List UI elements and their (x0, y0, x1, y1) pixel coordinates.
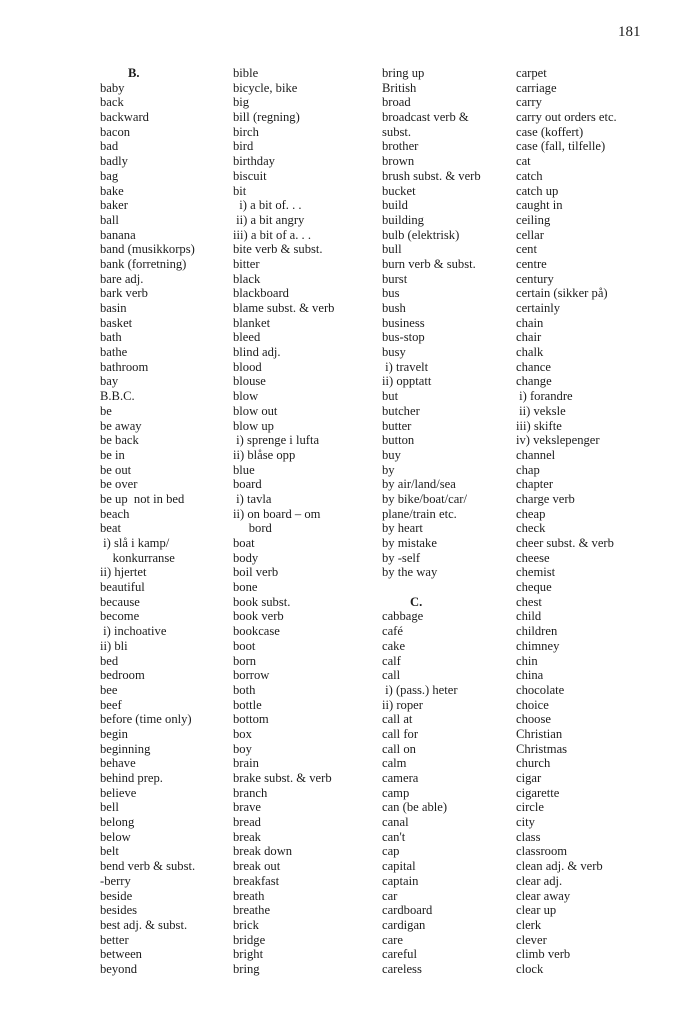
word-entry: i) sprenge i lufta (233, 433, 320, 448)
word-entry: brick (233, 917, 259, 932)
word-entry: i) tavla (233, 491, 272, 506)
word-entry: bathroom (100, 359, 149, 374)
word-entry: breath (233, 888, 265, 903)
word-entry: clean adj. & verb (516, 859, 603, 874)
word-entry: blame subst. & verb (233, 301, 335, 315)
word-entry: by (382, 462, 395, 477)
word-entry: boil verb (233, 565, 279, 580)
word-entry: bottom (233, 712, 269, 727)
word-entry: blow out (233, 403, 278, 418)
word-entry: bay (100, 374, 119, 389)
word-column-2 (233, 66, 334, 977)
word-entry: by the way (382, 565, 438, 580)
word-entry: church (516, 756, 551, 771)
word-entry: i) (pass.) heter (382, 682, 458, 697)
word-entry: by mistake (382, 536, 437, 550)
word-entry: ii) a bit angry (233, 212, 305, 227)
word-entry: bulb (elektrisk) (382, 227, 460, 242)
word-entry: carpet (516, 66, 547, 80)
word-entry: cap (382, 844, 400, 859)
word-entry: back (100, 95, 124, 110)
word-entry: buy (382, 447, 401, 462)
word-entry: building (382, 212, 424, 227)
word-entry: by air/land/sea (382, 477, 456, 492)
word-entry: beyond (100, 961, 138, 976)
word-entry: body (233, 550, 259, 565)
word-entry: bone (233, 580, 258, 595)
word-entry: café (382, 624, 403, 639)
word-entry: be back (100, 433, 139, 448)
word-entry: clock (516, 961, 544, 976)
word-entry: break (233, 829, 261, 844)
word-entry: i) a bit of. . . (233, 198, 302, 213)
word-entry: both (233, 682, 256, 697)
word-entry: beat (100, 521, 121, 536)
word-entry: case (koffert) (516, 124, 584, 139)
word-entry: captain (382, 873, 419, 888)
word-entry: capital (382, 859, 416, 874)
word-entry: call for (382, 726, 419, 741)
word-entry: boot (233, 638, 256, 653)
word-column-3 (382, 66, 481, 977)
word-entry: butter (382, 418, 412, 433)
word-entry: carry (516, 95, 542, 110)
word-entry: badly (100, 154, 128, 169)
word-entry: cardigan (382, 917, 426, 932)
word-entry: century (516, 271, 554, 286)
word-entry: bus (382, 286, 400, 301)
word-entry: cent (516, 242, 537, 257)
word-entry: basket (100, 315, 133, 330)
word-entry: British (382, 80, 417, 95)
word-entry: below (100, 829, 131, 844)
word-entry: be over (100, 477, 138, 492)
word-entry: birthday (233, 154, 275, 169)
word-entry: iii) a bit of a. . . (233, 227, 311, 242)
word-entry: chair (516, 330, 542, 345)
word-entry: between (100, 947, 142, 962)
word-entry: case (fall, tilfelle) (516, 139, 606, 154)
word-entry: boy (233, 741, 252, 756)
blank-line (382, 580, 481, 595)
word-entry: because (100, 594, 140, 609)
section-heading: B. (128, 66, 140, 80)
word-entry: bark verb (100, 286, 148, 301)
word-entry: cake (382, 638, 406, 653)
word-entry: chimney (516, 638, 560, 653)
word-entry: iii) skifte (516, 418, 562, 433)
word-entry: become (100, 609, 140, 624)
word-entry: book verb (233, 609, 284, 624)
word-entry: call (382, 668, 401, 683)
word-entry: chap (516, 462, 540, 477)
word-entry: bridge (233, 932, 266, 947)
word-entry: behave (100, 756, 136, 771)
word-entry: bush (382, 301, 406, 315)
word-entry: ceiling (516, 212, 551, 227)
word-entry: ball (100, 212, 119, 227)
word-entry: child (516, 609, 542, 624)
word-entry: break out (233, 859, 281, 874)
word-entry: bird (233, 139, 254, 154)
word-entry: plane/train etc. (382, 506, 457, 521)
word-entry: box (233, 726, 252, 741)
word-entry: be out (100, 462, 132, 477)
word-entry: begin (100, 726, 128, 741)
word-entry: clever (516, 932, 547, 947)
word-entry: blow up (233, 418, 274, 433)
word-entry: chemist (516, 565, 556, 580)
word-entry: brave (233, 800, 261, 815)
word-entry: cardboard (382, 903, 433, 918)
word-entry: bathe (100, 345, 128, 360)
word-entry: bring (233, 961, 260, 976)
word-entry: canal (382, 815, 409, 830)
word-entry: belt (100, 844, 119, 859)
word-entry: bee (100, 682, 118, 697)
word-entry: catch (516, 168, 543, 183)
word-entry: bitter (233, 256, 260, 271)
word-entry: cheap (516, 506, 546, 521)
word-entry: camera (382, 771, 419, 785)
word-entry: button (382, 433, 415, 448)
word-entry: cheer subst. & verb (516, 536, 614, 550)
word-entry: bag (100, 168, 119, 183)
word-entry: ii) opptatt (382, 374, 432, 389)
word-entry: bull (382, 242, 402, 257)
word-entry: bus-stop (382, 330, 425, 345)
word-entry: before (time only) (100, 712, 192, 727)
word-entry: children (516, 624, 558, 639)
word-entry: born (233, 653, 257, 668)
word-entry: best adj. & subst. (100, 917, 188, 932)
word-entry: china (516, 668, 544, 683)
word-entry: but (382, 389, 399, 404)
word-entry: call on (382, 741, 416, 756)
word-entry: city (516, 815, 535, 830)
word-entry: change (516, 374, 552, 389)
word-entry: blanket (233, 315, 271, 330)
word-entry: camp (382, 785, 410, 800)
word-entry: brain (233, 756, 259, 771)
word-entry: chest (516, 594, 542, 609)
word-entry: ii) roper (382, 697, 423, 712)
word-entry: bake (100, 183, 124, 198)
section-heading: C. (410, 594, 423, 609)
word-entry: cheese (516, 550, 550, 565)
word-entry: can (be able) (382, 800, 448, 815)
word-entry: backward (100, 110, 149, 125)
word-entry: burst (382, 271, 408, 286)
word-entry: cellar (516, 227, 544, 242)
word-entry: be in (100, 447, 125, 462)
word-entry: chance (516, 359, 551, 374)
word-entry: blackboard (233, 286, 289, 301)
word-entry: bottle (233, 697, 262, 712)
word-entry: cigarette (516, 785, 560, 800)
word-entry: baker (100, 198, 128, 213)
word-entry: B.B.C. (100, 389, 135, 404)
word-entry: calm (382, 756, 407, 771)
word-entry: charge verb (516, 491, 575, 506)
word-entry: brown (382, 154, 415, 169)
word-entry: cabbage (382, 609, 424, 624)
word-entry: iv) vekslepenger (516, 433, 600, 448)
word-entry: chain (516, 315, 544, 330)
word-entry: bedroom (100, 668, 145, 683)
word-entry: believe (100, 785, 137, 800)
word-entry: be away (100, 418, 142, 433)
word-entry: ii) bli (100, 638, 128, 653)
word-entry: bite verb & subst. (233, 242, 323, 257)
word-entry: board (233, 477, 262, 492)
word-entry: beef (100, 697, 122, 712)
word-entry: Christmas (516, 741, 568, 756)
word-entry: blind adj. (233, 345, 281, 360)
word-entry: bleed (233, 330, 261, 345)
word-entry: butcher (382, 403, 420, 418)
word-entry: chapter (516, 477, 554, 492)
word-entry: belong (100, 815, 135, 830)
word-entry: beach (100, 506, 130, 521)
word-entry: borrow (233, 668, 270, 683)
word-entry: certain (sikker på) (516, 286, 608, 301)
word-entry: ii) blåse opp (233, 447, 296, 462)
word-entry: i) forandre (516, 389, 573, 404)
word-entry: better (100, 932, 129, 947)
word-column-4 (516, 66, 617, 977)
word-entry: clear adj. (516, 873, 563, 888)
word-entry: i) inchoative (100, 624, 167, 639)
word-entry: ii) hjertet (100, 565, 147, 580)
word-entry: blouse (233, 374, 266, 389)
word-entry: clear up (516, 903, 557, 918)
word-entry: book subst. (233, 594, 291, 609)
word-entry: bacon (100, 124, 131, 139)
word-entry: bord (233, 521, 272, 536)
word-entry: caught in (516, 198, 563, 213)
page-number: 181 (618, 24, 641, 40)
word-column-1 (100, 66, 195, 977)
word-entry: Christian (516, 726, 563, 741)
word-entry: beginning (100, 741, 151, 756)
word-entry: choose (516, 712, 551, 727)
word-entry: boat (233, 536, 255, 550)
word-entry: cat (516, 154, 531, 169)
word-entry: busy (382, 345, 406, 360)
word-entry: bicycle, bike (233, 80, 298, 95)
word-entry: bright (233, 947, 264, 962)
word-entry: band (musikkorps) (100, 242, 195, 257)
word-entry: check (516, 521, 546, 536)
word-entry: birch (233, 124, 259, 139)
word-entry: clear away (516, 888, 571, 903)
word-entry: breathe (233, 903, 271, 918)
word-entry: car (382, 888, 398, 903)
word-entry: branch (233, 785, 268, 800)
word-entry: class (516, 829, 541, 844)
word-entry: careful (382, 947, 417, 962)
word-entry: carriage (516, 80, 557, 95)
word-entry: black (233, 271, 261, 286)
word-entry: catch up (516, 183, 559, 198)
word-entry: blow (233, 389, 259, 404)
word-entry: classroom (516, 844, 568, 859)
word-entry: build (382, 198, 408, 213)
word-entry: brush subst. & verb (382, 168, 481, 183)
word-entry: burn verb & subst. (382, 256, 476, 271)
word-entry: blood (233, 359, 262, 374)
word-entry: circle (516, 800, 544, 815)
word-entry: call at (382, 712, 413, 727)
word-entry: certainly (516, 301, 561, 315)
word-entry: biscuit (233, 168, 267, 183)
word-entry: bring up (382, 66, 425, 80)
word-entry: care (382, 932, 403, 947)
word-entry: bank (forretning) (100, 256, 187, 271)
word-entry: climb verb (516, 947, 571, 962)
word-entry: ii) veksle (516, 403, 566, 418)
word-entry: brake subst. & verb (233, 771, 332, 785)
word-entry: ii) on board – om (233, 506, 321, 521)
word-entry: breakfast (233, 873, 280, 888)
word-entry: konkurranse (100, 550, 175, 565)
word-entry: by heart (382, 521, 423, 536)
word-entry: bare adj. (100, 271, 144, 286)
word-entry: by -self (382, 550, 421, 565)
word-entry: bill (regning) (233, 110, 300, 125)
word-entry: break down (233, 844, 293, 859)
word-entry: channel (516, 447, 556, 462)
word-entry: chin (516, 653, 538, 668)
word-entry: calf (382, 653, 401, 668)
word-entry: careless (382, 961, 422, 976)
word-entry: bit (233, 183, 247, 198)
word-entry: bath (100, 330, 122, 345)
word-entry: be up not in bed (100, 491, 185, 506)
word-entry: be (100, 403, 112, 418)
word-entry: banana (100, 227, 136, 242)
word-entry: broad (382, 95, 411, 110)
word-entry: bell (100, 800, 119, 815)
word-entry: bookcase (233, 624, 280, 639)
word-entry: besides (100, 903, 138, 918)
word-entry: baby (100, 80, 125, 95)
word-entry: bed (100, 653, 119, 668)
word-entry: chalk (516, 345, 544, 360)
word-entry: chocolate (516, 682, 565, 697)
word-entry: broadcast verb & (382, 110, 469, 125)
word-entry: beautiful (100, 580, 145, 595)
word-entry: bucket (382, 183, 416, 198)
word-entry: carry out orders etc. (516, 110, 617, 125)
word-entry: can't (382, 829, 406, 844)
word-entry: big (233, 95, 250, 110)
word-entry: -berry (100, 873, 131, 888)
word-entry: beside (100, 888, 133, 903)
word-entry: bad (100, 139, 119, 154)
word-entry: i) slå i kamp/ (100, 536, 170, 550)
word-entry: cigar (516, 771, 542, 785)
word-entry: bread (233, 815, 261, 830)
word-entry: blue (233, 462, 255, 477)
word-entry: subst. (382, 124, 412, 139)
word-entry: basin (100, 301, 127, 315)
word-entry: clerk (516, 917, 542, 932)
word-entry: business (382, 315, 425, 330)
word-entry: behind prep. (100, 771, 163, 785)
word-entry: bible (233, 66, 259, 80)
word-entry: brother (382, 139, 419, 154)
word-entry: centre (516, 256, 547, 271)
word-entry: cheque (516, 580, 552, 595)
word-entry: bend verb & subst. (100, 859, 196, 874)
word-entry: i) travelt (382, 359, 429, 374)
word-entry: by bike/boat/car/ (382, 491, 467, 506)
word-entry: choice (516, 697, 549, 712)
